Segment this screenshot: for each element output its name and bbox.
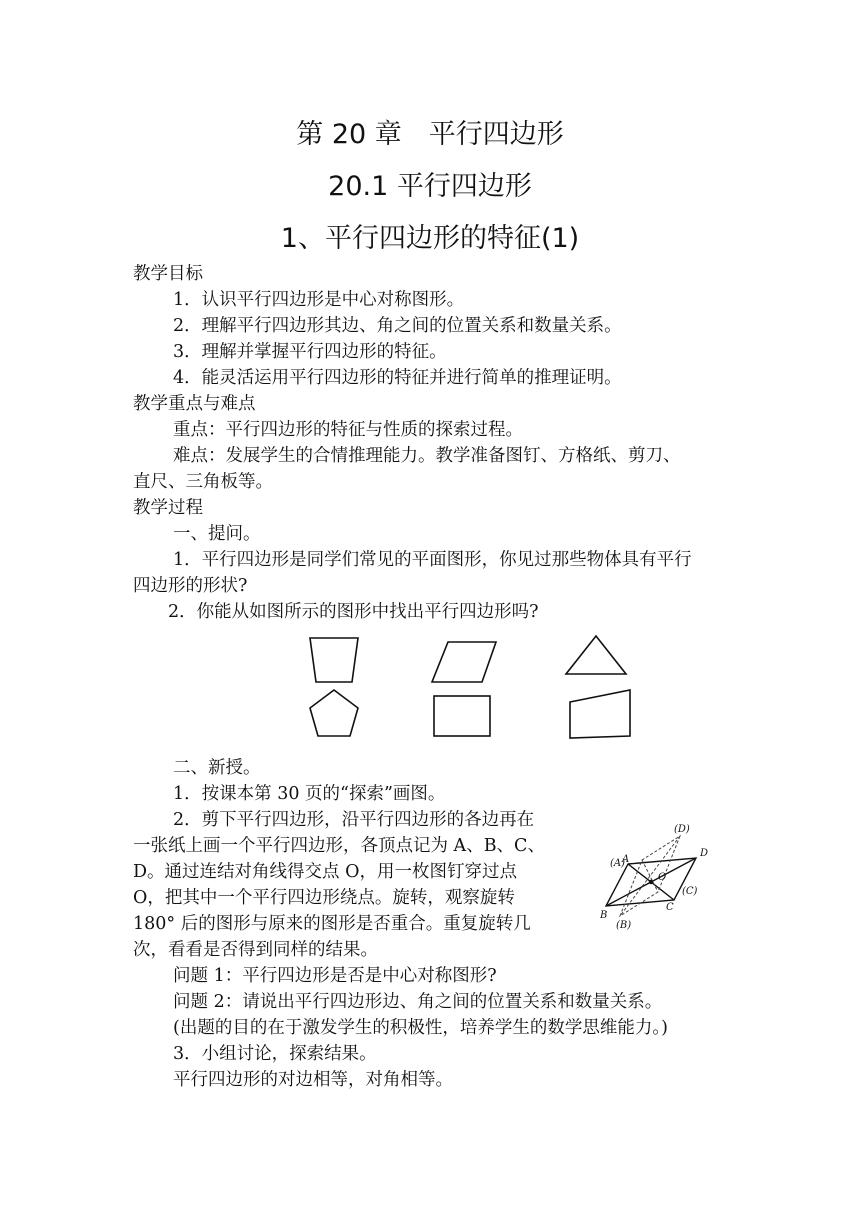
- part2-title: 二、新授。: [173, 758, 261, 778]
- label-C: C: [666, 902, 674, 913]
- center-point-O: [649, 880, 653, 884]
- step-1: 1．按课本第 30 页的“探索”画图。: [173, 784, 446, 804]
- triangle-shape: [566, 636, 626, 674]
- focus-text: 重点：平行四边形的特征与性质的探索过程。: [173, 420, 523, 440]
- step-2-line: O，把其中一个平行四边形绕点。旋转，观察旋转: [133, 888, 515, 908]
- lesson-title: 1、平行四边形的特征(1): [280, 223, 580, 254]
- goal-item: 4．能灵活运用平行四边形的特征并进行简单的推理证明。: [173, 368, 622, 388]
- question-relations: 问题 2：请说出平行四边形边、角之间的位置关系和数量关系。: [173, 992, 663, 1012]
- label-B-rotated: (B): [616, 920, 632, 931]
- note-text: (出题的目的在于激发学生的积极性，培养学生的数学思维能力。): [173, 1018, 668, 1038]
- rotation-figure: [600, 820, 720, 932]
- shapes-figure: [300, 632, 640, 744]
- difficulty-text-cont: 直尺、三角板等。: [133, 472, 273, 492]
- goals-heading: 教学目标: [133, 264, 203, 284]
- goal-item: 2．理解平行四边形其边、角之间的位置关系和数量关系。: [173, 316, 622, 336]
- difficulty-text: 难点：发展学生的合情推理能力。教学准备图钉、方格纸、剪刀、: [173, 446, 681, 466]
- question-center-symmetry: 问题 1：平行四边形是否是中心对称图形?: [173, 966, 497, 986]
- step-2-line: 180° 后的图形与原来的图形是否重合。重复旋转几: [133, 914, 531, 934]
- trapezoid-shape: [310, 638, 358, 682]
- question-1: 1．平行四边形是同学们常见的平面图形，你见过那些物体具有平行: [173, 550, 692, 570]
- chapter-title: 第 20 章 平行四边形: [296, 119, 564, 150]
- goal-item: 3．理解并掌握平行四边形的特征。: [173, 342, 447, 362]
- step-2-line: 一张纸上画一个平行四边形，各顶点记为 A、B、C、: [133, 836, 545, 856]
- rectangle-shape: [434, 696, 490, 736]
- part1-title: 一、提问。: [173, 524, 261, 544]
- label-O: O: [658, 872, 667, 883]
- label-A-rotated: (A): [610, 858, 626, 869]
- label-D: D: [700, 848, 709, 859]
- quadrilateral-shape: [570, 690, 630, 738]
- question-1-cont: 四边形的形状?: [133, 576, 248, 596]
- step-3: 3．小组讨论，探索结果。: [173, 1044, 377, 1064]
- step-2-line: D。通过连结对角线得交点 O，用一枚图钉穿过点: [133, 862, 517, 882]
- label-B: B: [600, 910, 608, 921]
- step-2-line: 次，看看是否得到同样的结果。: [133, 940, 378, 960]
- step-2-line: 2．剪下平行四边形，沿平行四边形的各边再在: [173, 810, 535, 830]
- question-2: 2．你能从如图所示的图形中找出平行四边形吗?: [168, 602, 539, 622]
- goal-item: 1．认识平行四边形是中心对称图形。: [173, 290, 465, 310]
- label-D-rotated: (D): [674, 824, 690, 835]
- conclusion-text: 平行四边形的对边相等，对角相等。: [173, 1070, 453, 1090]
- label-C-rotated: (C): [682, 886, 698, 897]
- section-title: 20.1 平行四边形: [328, 171, 532, 202]
- process-heading: 教学过程: [133, 498, 203, 518]
- parallelogram-shape: [432, 642, 496, 682]
- key-points-heading: 教学重点与难点: [133, 394, 256, 414]
- pentagon-shape: [310, 690, 358, 736]
- label-A: A: [622, 854, 630, 865]
